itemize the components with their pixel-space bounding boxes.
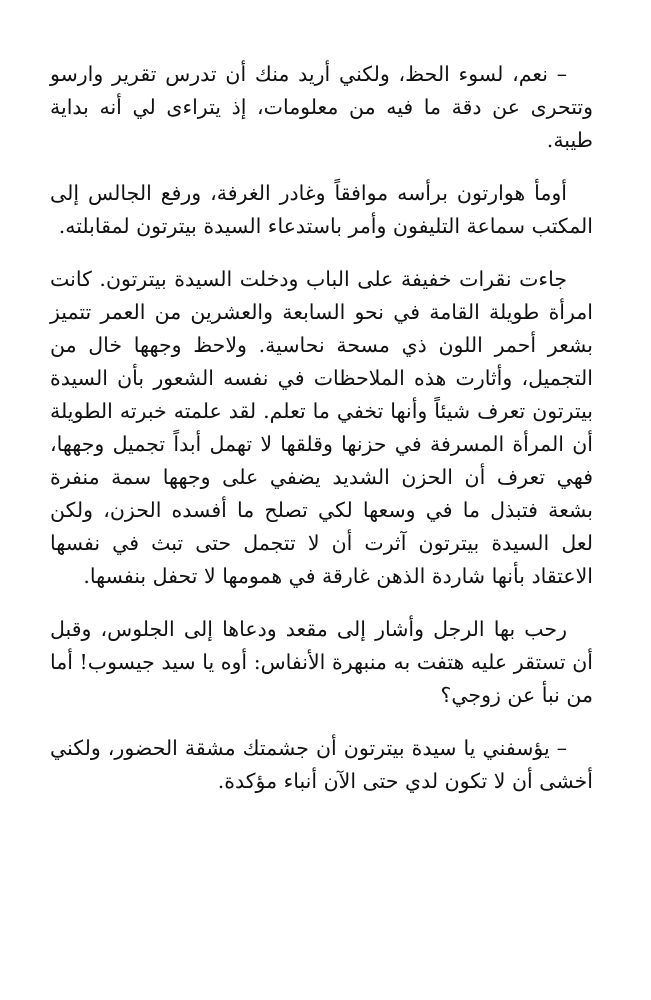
paragraph-5: – يؤسفني يا سيدة بيترتون أن جشمتك مشقة الحضور، ولكني أخشى أن لا تكون لدي حتى الآن أنباء مؤكدة.: [50, 736, 593, 793]
paragraph-1: – نعم، لسوء الحظ، ولكني أريد منك أن تدرس تقرير وارسو وتتحرى عن دقة ما فيه من معلومات، إذ يتراءى لي أنه بداية طيبة.: [50, 62, 593, 152]
paragraph-2: أومأ هوارتون برأسه موافقاً وغادر الغرفة، ورفع الجالس إلى المكتب سماعة التليفون وأمر باستدعاء السيدة بيترتون لمقابلته.: [50, 181, 593, 238]
paragraph-4: رحب بها الرجل وأشار إلى مقعد ودعاها إلى الجلوس، وقبل أن تستقر عليه هتفت به منبهرة الأنفاس: أوه يا سيد جيسوب! أما من نبأ عن زوجي؟: [50, 617, 593, 707]
paragraph-3: جاءت نقرات خفيفة على الباب ودخلت السيدة بيترتون. كانت امرأة طويلة القامة في نحو السابعة والعشرين من العمر تتميز بشعر أحمر اللون ذي مسحة نحاسية. ولاحظ وجهها خال من التجميل، وأثارت هذه الملاحظات في نفسه الشعور بأن السيدة بيترتون تعرف شيئاً وأنها تخفي ما تعلم. لقد علمته خبرته الطويلة أن المرأة المسرفة في حزنها وقلقها لا تهمل أبداً تجميل وجهها، فهي تعرف أن الحزن الشديد يضفي على وجهها سمة منفرة بشعة فتبذل ما في وسعها لكي تصلح ما أفسده الحزن، ولكن لعل السيدة بيترتون آثرت أن لا تتجمل حتى تبث في نفسها الاعتقاد بأنها شاردة الذهن غارقة في همومها لا تحفل بنفسها.: [50, 267, 593, 588]
